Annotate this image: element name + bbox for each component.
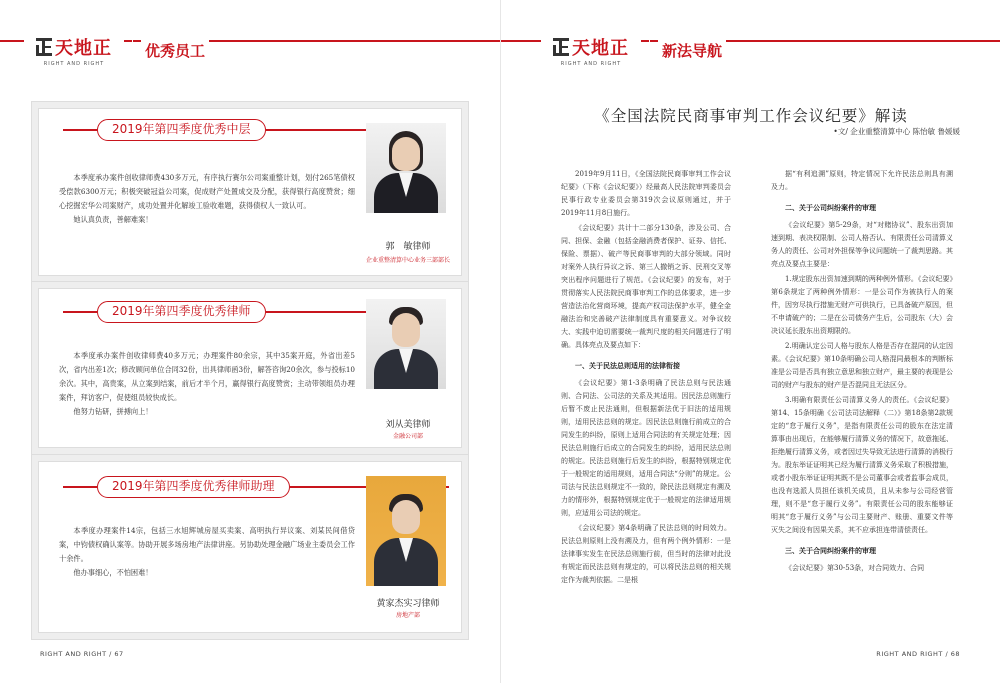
description-paragraph: 本季度承办案件创收律师费40多万元；办理案件80余宗，其中35案开庭，外省出差5次，省内出差1次；修改顾问单位合同32份，出具律师函3份，解答咨询20余次，参与投标10余次。其中，高贵案，从立案到结案，前后才半个月，赢得银行高度赞赏；主动带领组员办理案件，拜访客户，促使组员较快成长。 bbox=[59, 351, 355, 402]
section-title: 优秀员工 bbox=[141, 40, 209, 61]
award-description bbox=[59, 524, 355, 580]
description-paragraph: 本季度办理案件14宗，包括三水旭辉城房屋买卖案、高明执行异议案、刘某民间借贷案，中钧债权确认案等。协助开展多场房地产法律讲座。另协助处理金融广场业主委员会工作十余件。 bbox=[59, 526, 355, 563]
logo bbox=[541, 34, 641, 67]
description-paragraph: 他办事细心，不怕困难！ bbox=[73, 568, 153, 577]
left-header bbox=[24, 30, 209, 70]
article-title: 《全国法院民商事审判工作会议纪要》解读 bbox=[594, 107, 908, 125]
description-paragraph: 她认真负责，善解难案！ bbox=[73, 215, 153, 224]
logo-text: 天地正 bbox=[55, 37, 112, 59]
section-heading: 三、关于合同纠纷案件的审理 bbox=[785, 547, 876, 555]
article-paragraph: 据“有利追溯”原则，特定情况下允许民法总则具有溯及力。 bbox=[771, 170, 953, 191]
award-title: 2019年第四季度优秀律师助理 bbox=[97, 476, 290, 498]
award-panel-lawyer bbox=[38, 288, 462, 448]
employee-name: 黄家杰实习律师 bbox=[376, 599, 440, 609]
logo-text: 天地正 bbox=[572, 37, 629, 59]
logo bbox=[24, 34, 124, 67]
right-page bbox=[500, 0, 1000, 683]
article-author: •文/ 企业重整清算中心 陈怡敏 鲁媛媛 bbox=[833, 127, 960, 136]
employee-name: 刘从美律师 bbox=[385, 420, 431, 430]
employee-role: 金融公司部 bbox=[392, 433, 423, 440]
article-paragraph: 1.规定股东出资加速到期的两种例外情形。《会议纪要》第6条规定了两种例外情形：一是公司作为被执行人的案件，因穷尽执行措施无财产可供执行，已具备破产原因，但不申请破产的；二是在公司债务产生后，公司股东（大）会决议延长股东出资期限的。 bbox=[771, 275, 953, 335]
portrait-photo bbox=[366, 299, 446, 389]
award-panel-middle-manager bbox=[38, 108, 462, 276]
description-paragraph: 本季度承办案件创收律师费430多万元，有序执行赛尔公司案重整计划，划付265笔债权受偿款6300万元；积极突破冠益公司案，促成财产处置成交及分配，获得银行高度赞赏；细心挖掘宏华公司案财产，成功处置并化解竣工验收难题，获得债权人一致认可。 bbox=[59, 173, 355, 210]
page-footer: RIGHT AND RIGHT / 68 bbox=[876, 650, 960, 658]
section-title: 新法导航 bbox=[658, 40, 726, 61]
section-heading: 二、关于公司纠纷案件的审理 bbox=[785, 204, 876, 212]
article-paragraph: 《会议纪要》第30-53条，对合同效力、合同 bbox=[785, 564, 925, 572]
employee-name: 郭 敏律师 bbox=[385, 242, 431, 252]
employee-role: 房地产部 bbox=[395, 612, 420, 619]
logo-subtext: RIGHT AND RIGHT bbox=[43, 60, 105, 67]
section-heading: 一、关于民法总则适用的法律衔接 bbox=[575, 362, 680, 370]
description-paragraph: 他努力钻研，拼搏向上！ bbox=[73, 407, 153, 416]
logo-mark-icon bbox=[553, 38, 569, 56]
article-paragraph: 2019年9月11日，《全国法院民商事审判工作会议纪要》（下称《会议纪要》）经最高人民法院审判委员会民事行政专业委员会第319次会议原则通过，并于2019年11月8日施行。 bbox=[561, 170, 731, 217]
logo-mark-icon bbox=[36, 38, 52, 56]
employee-role: 企业重整清算中心业务三部部长 bbox=[365, 257, 450, 264]
article-paragraph: 《会议纪要》共计十二部分130条，涉及公司、合同、担保、金融（包括金融消费者保护、证券、信托、保险、票据）、破产等民商事审判的大部分领域。同时对案外人执行异议之诉、第三人撤销之诉、民刑交叉等突出程序问题进行了规范。《会议纪要》的发布，对于贯彻落实人民法院民商事审判工作的总体要求，进一步营造法治化营商环境，提高产权司法保护水平，健全金融法治和完善破产法律制度具有重要意义。对争议较大、实践中迫切需要统一裁判尺度的相关问题进行了明确。具体亮点及要点如下： bbox=[561, 224, 731, 349]
award-title: 2019年第四季度优秀中层 bbox=[97, 119, 266, 141]
article-paragraph: 《会议纪要》第1-3条明确了民法总则与民法通则、合同法、公司法的关系及其适用。因民法总则施行后暂不废止民法通则，但根据新法优于旧法的适用规则，适用民法总则的规定。因民法总则施行前成立的合同发生的纠纷，原则上适用合同法的有关规定处理；因民法总则施行后成立的合同发生的纠纷，适用民法总则的规定。民法总则施行后发生的纠纷，根据特别规定优于一般规定的适用规则，适用合同法“分则”的规定。公司法与民法总则规定不一致的，除民法总则规定有溯及力的情形外，根据特别规定优于一般规定的法律适用规则，应适用公司法的规定。 bbox=[561, 379, 731, 517]
logo-subtext: RIGHT AND RIGHT bbox=[560, 60, 622, 67]
award-title: 2019年第四季度优秀律师 bbox=[97, 301, 266, 323]
award-description bbox=[59, 171, 355, 227]
article-column-left bbox=[561, 168, 731, 589]
portrait-photo bbox=[366, 123, 446, 213]
header-divider bbox=[132, 37, 133, 63]
article-column-right bbox=[771, 168, 953, 577]
article-paragraph: 2.明确认定公司人格与股东人格是否存在混同的认定因素。《会议纪要》第10条明确公司人格混同最根本的判断标准是公司是否具有独立意思和独立财产，最主要的表现是公司的财产与股东的财产是否混同且无法区分。 bbox=[771, 342, 953, 389]
article-paragraph: 《会议纪要》第4条明确了民法总则的时间效力。民法总则原则上没有溯及力，但有两个例外情形：一是法律事实发生在民法总则施行前，但当时的法律对此没有规定而民法总则有规定的，可以将民法总则的相关规定作为裁判依据。二是根 bbox=[561, 524, 731, 584]
page-footer: RIGHT AND RIGHT / 67 bbox=[40, 650, 124, 658]
header-divider bbox=[649, 37, 650, 63]
article-paragraph: 《会议纪要》第5-29条，对“对赌协议”、股东出资加速到期、表决权限制、公司人格否认、有限责任公司清算义务人的责任、公司对外担保等争议问题统一了裁判思路。其亮点及要点主要是： bbox=[771, 221, 953, 268]
right-header bbox=[541, 30, 726, 70]
portrait-photo bbox=[366, 476, 446, 586]
article-paragraph: 3.明确有限责任公司清算义务人的责任。《会议纪要》第14、15条明确《公司法司法解释（二）》第18条第2款规定的“怠于履行义务”，是指有限责任公司的股东在法定清算事由出现后，在能够履行清算义务的情况下，故意拖延、拒绝履行清算义务，或者因过失导致无法进行清算的消极行为。股东举证证明其已经为履行清算义务采取了积极措施，或者小股东举证证明其既不是公司董事会或者监事会成员，也没有选派人员担任该机关成员，且从未参与公司经营管理，则不是“怠于履行义务”。有限责任公司的股东能够证明其“怠于履行义务”与公司主要财产、账册、重要文件等灭失之间没有因果关系，其不应承担连带清偿责任。 bbox=[771, 396, 953, 534]
award-description bbox=[59, 349, 355, 419]
award-panel-assistant bbox=[38, 461, 462, 633]
